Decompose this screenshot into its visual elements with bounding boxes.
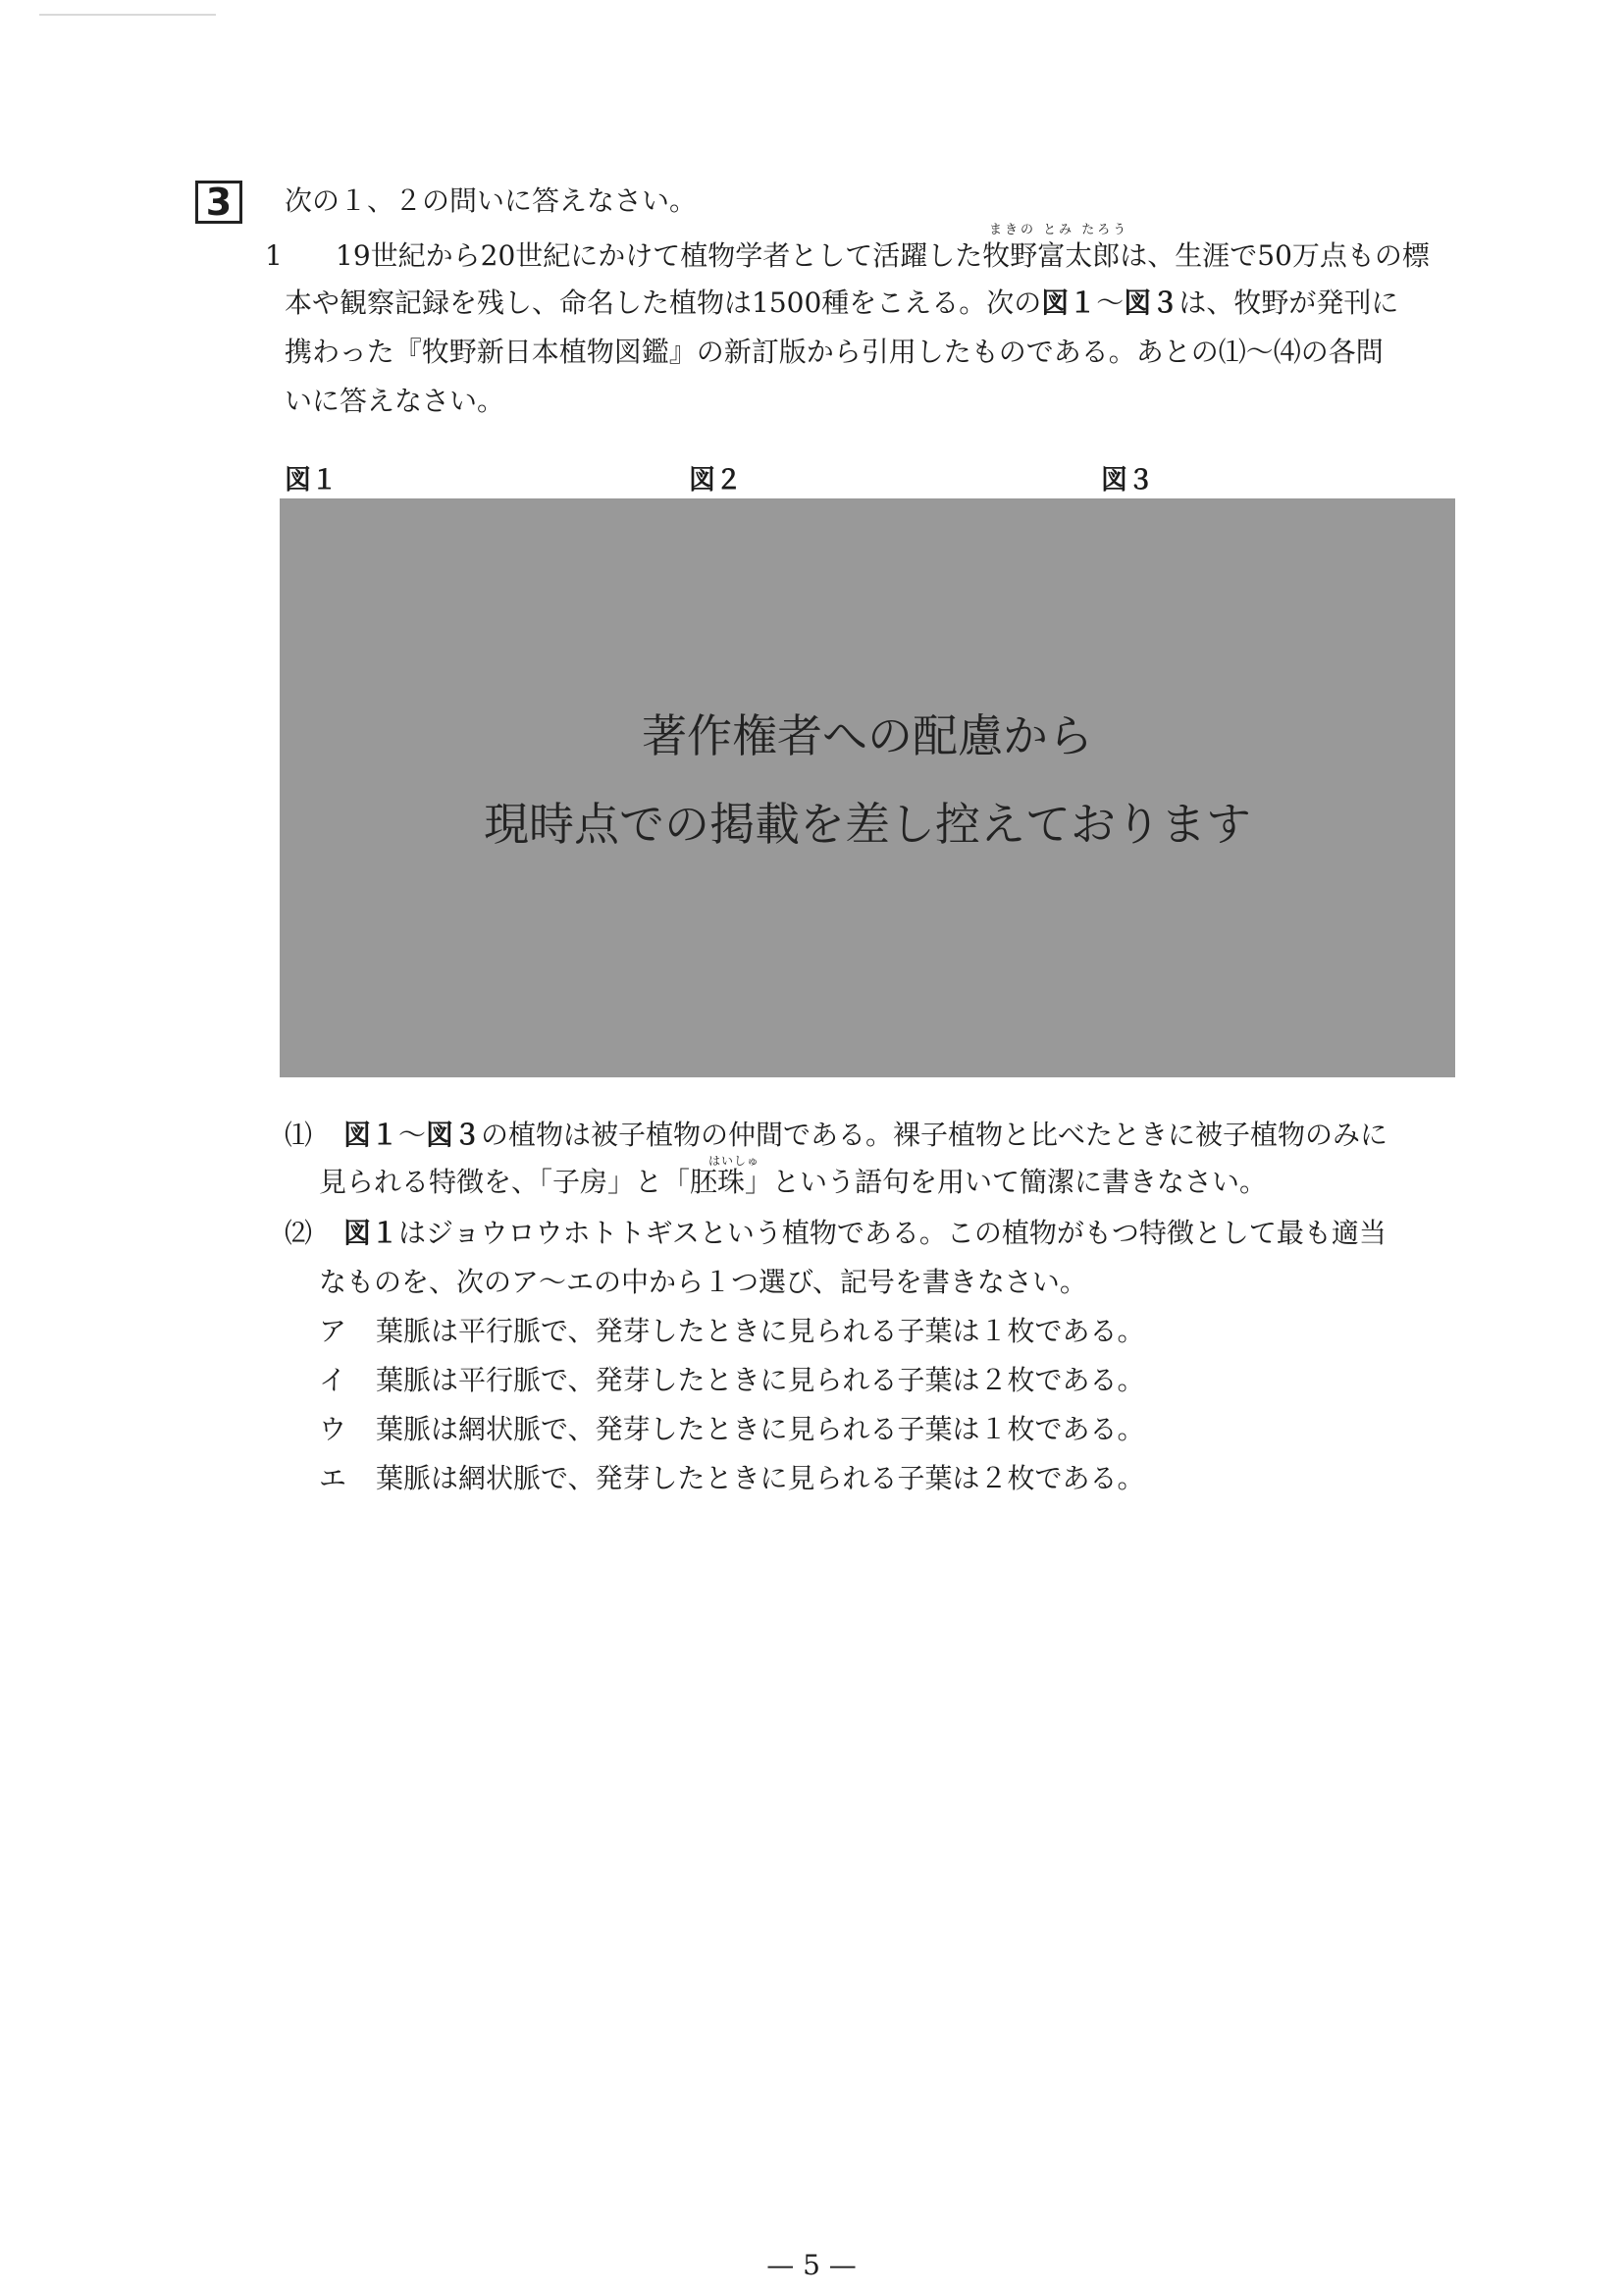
sub1-line-1-rest: の植物は被子植物の仲間である。裸子植物と比べたときに被子植物のみに bbox=[481, 1119, 1388, 1151]
option-b-text: 葉脈は平行脈で、発芽したときに見られる子葉は２枚である。 bbox=[376, 1364, 1145, 1396]
figure-1-label: 図１ bbox=[285, 465, 338, 496]
sub1-line-2-a: 見られる特徴を、「子房」と「 bbox=[319, 1166, 691, 1198]
placeholder-line-2: 現時点での掲載を差し控えております bbox=[484, 798, 1251, 851]
part1-line-1 bbox=[336, 239, 1430, 273]
sub1-number: ⑴ bbox=[285, 1119, 313, 1151]
part1-line-1-b: は、生涯で50万点もの標 bbox=[1120, 239, 1430, 272]
tilde: ～ bbox=[1096, 287, 1125, 319]
option-d-mark: エ bbox=[319, 1462, 347, 1494]
option-a-text: 葉脈は平行脈で、発芽したときに見られる子葉は１枚である。 bbox=[376, 1315, 1145, 1347]
sub1-fig-ref-1: 図１ bbox=[343, 1119, 399, 1151]
haishu-ruby: はいしゅ bbox=[708, 1154, 760, 1168]
term-haishu: 胚珠 bbox=[690, 1166, 746, 1198]
figure-2-label: 図２ bbox=[689, 465, 742, 496]
part1-line-4: いに答えなさい。 bbox=[285, 385, 505, 417]
option-c bbox=[319, 1413, 1144, 1446]
part1-line-2-a: 本や観察記録を残し、命名した植物は1500種をこえる。次の bbox=[285, 287, 1042, 319]
option-b bbox=[319, 1364, 1144, 1397]
sub2-line-1 bbox=[343, 1217, 1387, 1250]
person-name: 牧野富太郎 bbox=[982, 239, 1121, 272]
question-number-box: 3 bbox=[195, 181, 242, 224]
sub1-line-2 bbox=[319, 1166, 1267, 1199]
figure-placeholder bbox=[280, 498, 1455, 1077]
name-ruby: まきの とみ たろう bbox=[989, 223, 1129, 237]
placeholder-line-1: 著作権者への配慮から bbox=[642, 709, 1093, 762]
part1-line-1-a: 19世紀から20世紀にかけて植物学者として活躍した bbox=[336, 239, 983, 272]
part1-line-2-c: は、牧野が発刊に bbox=[1178, 287, 1399, 319]
sub2-line-1-rest: はジョウロウホトトギスという植物である。この植物がもつ特徴として最も適当 bbox=[398, 1217, 1387, 1249]
part1-line-3: 携わった『牧野新日本植物図鑑』の新訂版から引用したものである。あとの⑴～⑷の各問 bbox=[285, 336, 1384, 368]
option-a-mark: ア bbox=[319, 1315, 347, 1347]
figure-3-label: 図３ bbox=[1101, 465, 1154, 496]
sub1-line-1 bbox=[343, 1119, 1387, 1152]
option-d-text: 葉脈は網状脈で、発芽したときに見られる子葉は２枚である。 bbox=[376, 1462, 1145, 1494]
fig-ref-1: 図１ bbox=[1041, 287, 1097, 319]
page-number: — 5 — bbox=[766, 2249, 857, 2281]
option-c-mark: ウ bbox=[319, 1413, 347, 1445]
option-d bbox=[319, 1462, 1144, 1495]
part1-number: 1 bbox=[265, 239, 283, 272]
option-b-mark: イ bbox=[319, 1364, 347, 1396]
option-c-text: 葉脈は網状脈で、発芽したときに見られる子葉は１枚である。 bbox=[376, 1413, 1145, 1445]
sub1-fig-ref-3: 図３ bbox=[426, 1119, 482, 1151]
sub1-tilde: ～ bbox=[398, 1119, 427, 1151]
sub2-fig-ref-1: 図１ bbox=[343, 1217, 399, 1249]
part1-line-2 bbox=[285, 287, 1398, 320]
option-a bbox=[319, 1315, 1144, 1348]
sub2-line-2: なものを、次のア～エの中から１つ選び、記号を書きなさい。 bbox=[319, 1266, 1087, 1298]
sub2-number: ⑵ bbox=[285, 1217, 313, 1249]
fig-ref-3: 図３ bbox=[1124, 287, 1179, 319]
sub1-line-2-b: 」という語句を用いて簡潔に書きなさい。 bbox=[745, 1166, 1268, 1198]
scan-corner-mark bbox=[39, 14, 216, 16]
question-instruction: 次の１、２の問いに答えなさい。 bbox=[285, 184, 698, 217]
